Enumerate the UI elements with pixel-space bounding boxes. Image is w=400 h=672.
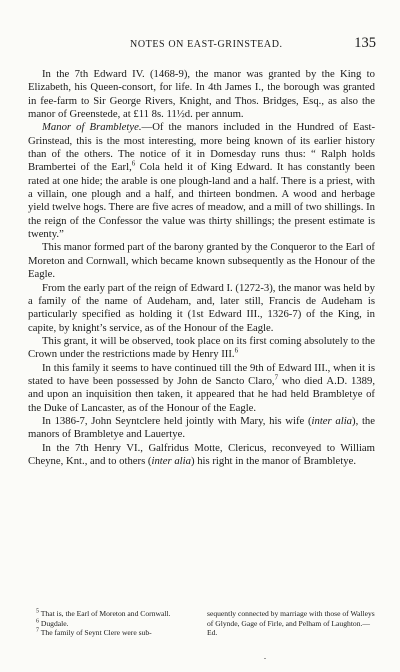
- footnote-reference: 6: [234, 346, 239, 355]
- footnote-text: sequently connected by marriage with those of Walleys of Glynde, Gage of Firle, and Pelham of Laughton.—Ed.: [207, 609, 375, 638]
- text-run: In the 7th Henry VI., Galfridus Motte, Clericus, reconveyed to William Cheyne, Knt., and to others (: [28, 441, 375, 467]
- footnote-text: Dugdale.: [40, 618, 69, 628]
- italic-text: Manor of Brambletye.: [42, 121, 142, 134]
- footnote-reference: 7: [274, 373, 279, 382]
- paragraph: [28, 442, 375, 469]
- page-number: 135: [354, 35, 376, 51]
- text-run: In 1386-7, John Seyntclere held jointly with Mary, his wife (: [42, 414, 312, 427]
- paragraph: [28, 335, 375, 362]
- paragraph: [28, 415, 375, 442]
- text-run: In the 7th Edward IV. (1468-9), the manor was granted by the King to Elizabeth, his Queen-consort, for life. In 4th James I., the borough was granted in fee-farm to Sir George Rivers, Knight, and Thos. Bridges, Esq., as also the manor of Greenstede, at £11 8s. 11½d. per annum.: [28, 68, 375, 121]
- text-run: This manor formed part of the barony granted by the Conqueror to the Earl of Moreton and Cornwall, which became known subsequently as the Honour of the Eagle.: [28, 241, 375, 281]
- italic-text: inter alia: [151, 454, 191, 467]
- footnote: [28, 628, 198, 638]
- text-run: ) his right in the manor of Brambletye.: [190, 454, 356, 467]
- text-run: From the early part of the reign of Edward I. (1272-3), the manor was held by a family of the name of Audeham, and, later still, Francis de Audeham is particularly specified as holding it (1st Edward III., 1326-7) of the King, in capite, by knight’s service, as of the Honour of the Eagle.: [28, 281, 375, 334]
- text-run: Cola held it of King Edward. It has constantly been rated at one hide; the arable is one plough-land and a half. There is a priest, with a villain, one plough and a half, and thirteen bondmen. A wood and herbage yield twelve hogs. There are five acres of meadow, and a mill of two shillings. In the reign of the Confessor the value was thirty shillings; the present estimate is twenty.”: [28, 161, 375, 241]
- paragraph: [28, 282, 375, 335]
- footnote: [28, 619, 198, 629]
- paragraph: [28, 121, 375, 241]
- footnotes: [28, 609, 375, 638]
- text-run: who died: [278, 374, 327, 387]
- running-head: NOTES ON EAST-GRINSTEAD.: [130, 39, 283, 50]
- text-run: ), the manors of Brambletye and Lauertye.: [28, 414, 376, 441]
- paragraph: [28, 68, 375, 121]
- text-run: This grant, it will be observed, took place on its first coming absolutely to the Crown under the restrictions made by Henry III.: [28, 334, 375, 361]
- text-run: —Of the manors included in the Hundred of East-Grinstead, this is the most interesting, more being known of its earlier history than of the others. The notice of it in Domesday runs thus: “ Ralph holds Brambertei of the Earl,: [28, 121, 376, 174]
- paper-speck: [264, 658, 266, 659]
- small-caps-text: A.D.: [326, 374, 348, 387]
- footnote-reference: 6: [131, 159, 136, 168]
- footnote-mark: 6: [36, 618, 39, 625]
- page-header: [104, 35, 376, 54]
- footnote-mark: 7: [36, 627, 39, 634]
- footnotes-right-column: [207, 609, 375, 638]
- footnote: [207, 609, 375, 638]
- italic-text: inter alia: [311, 414, 353, 427]
- footnote: [28, 609, 198, 619]
- paragraph: [28, 362, 375, 415]
- footnote-mark: 5: [36, 608, 39, 615]
- body-text: [28, 68, 375, 468]
- footnote-text: The family of Seynt Clere were sub-: [40, 628, 152, 638]
- paragraph: [28, 241, 375, 281]
- footnote-text: That is, the Earl of Moreton and Cornwall.: [40, 609, 171, 618]
- footnotes-left-column: [28, 609, 198, 638]
- text-run: 1389, and upon an inquisition then taken, it appeared that he had held Brambletye of the Duke of Lancaster, as of the Honour of the Eagle.: [28, 374, 376, 414]
- text-run: In this family it seems to have continued till the 9th of Edward III., when it is stated to have been possessed by John de Sancto Claro,: [28, 361, 375, 387]
